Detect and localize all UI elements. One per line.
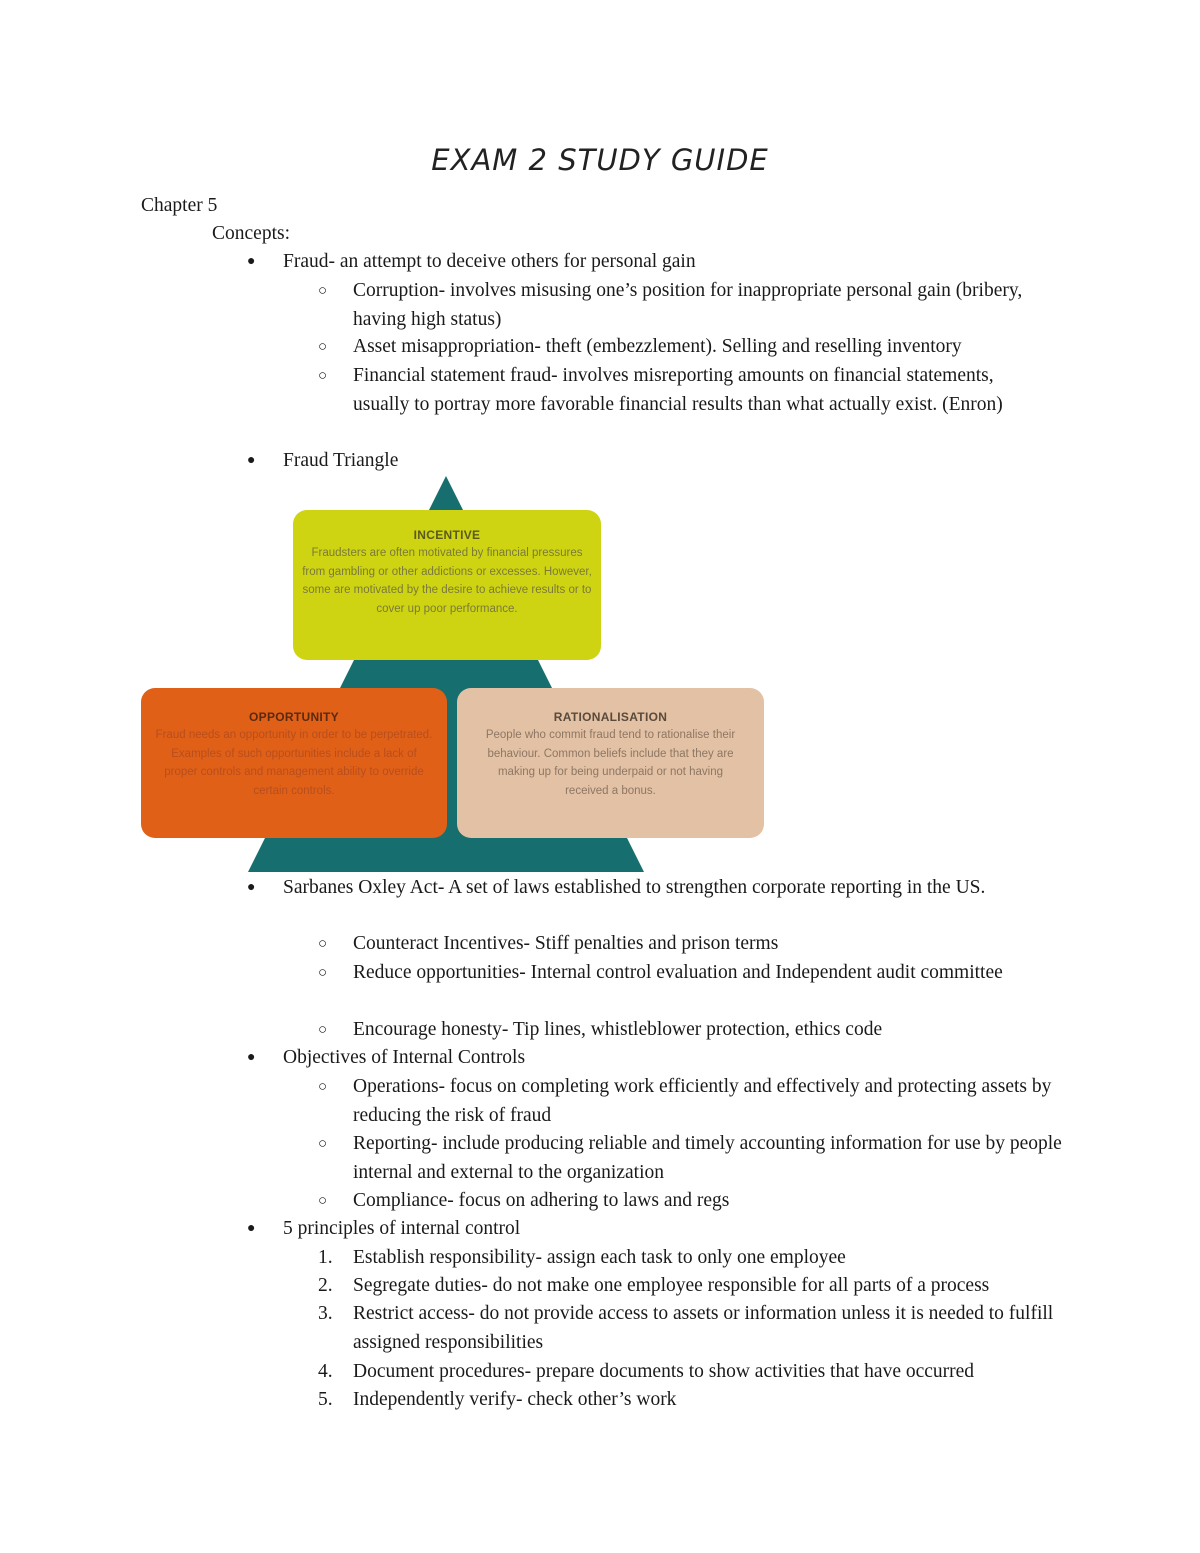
sub-bullet-icon: ○: [318, 283, 328, 299]
principle-item: Establish responsibility- assign each task to only one employee: [353, 1247, 846, 1268]
list-item-fraud: Fraud- an attempt to deceive others for personal gain: [283, 251, 696, 272]
list-item-objectives: Objectives of Internal Controls: [283, 1047, 526, 1068]
rationalisation-heading: RATIONALISATION: [553, 710, 668, 724]
principle-item: Document procedures- prepare documents to show activities that have occurred: [353, 1361, 975, 1382]
sub-bullet-icon: ○: [318, 936, 328, 952]
sub-item-financial-statement-fraud: Financial statement fraud- involves misreporting amounts on financial statements, usually to portray more favorable financial results than what actually exist. (Enron): [353, 365, 1003, 415]
sub-item-compliance: Compliance- focus on adhering to laws and regs: [353, 1190, 730, 1211]
bullet-icon: ●: [247, 453, 256, 468]
bullet-icon: ●: [247, 880, 256, 895]
sub-bullet-icon: ○: [318, 1079, 328, 1095]
concepts-heading: Concepts:: [212, 223, 290, 244]
incentive-heading: INCENTIVE: [413, 528, 481, 542]
sub-bullet-icon: ○: [318, 1022, 328, 1038]
number-label: 5.: [318, 1389, 333, 1410]
chapter-heading: Chapter 5: [141, 195, 218, 216]
bullet-icon: ●: [247, 254, 256, 269]
incentive-box: [293, 510, 601, 660]
sub-bullet-icon: ○: [318, 368, 328, 384]
number-label: 4.: [318, 1361, 333, 1382]
number-label: 1.: [318, 1247, 333, 1268]
sub-item-asset-misappropriation: Asset misappropriation- theft (embezzlement). Selling and reselling inventory: [353, 336, 962, 357]
principle-item: Independently verify- check other’s work: [353, 1389, 677, 1410]
number-label: 2.: [318, 1275, 333, 1296]
opportunity-box: [141, 688, 447, 838]
bullet-icon: ●: [247, 1221, 256, 1236]
sub-bullet-icon: ○: [318, 965, 328, 981]
sub-bullet-icon: ○: [318, 1136, 328, 1152]
sub-bullet-icon: ○: [318, 339, 328, 355]
sub-bullet-icon: ○: [318, 1193, 328, 1209]
sub-item-corruption: Corruption- involves misusing one’s position for inappropriate personal gain (bribery, having high status): [353, 280, 1023, 330]
sub-item-reduce-opportunities: Reduce opportunities- Internal control evaluation and Independent audit committee: [353, 962, 1003, 983]
list-item-principles: 5 principles of internal control: [283, 1218, 521, 1239]
opportunity-heading: OPPORTUNITY: [249, 710, 339, 724]
sub-item-counteract-incentives: Counteract Incentives- Stiff penalties and prison terms: [353, 933, 779, 954]
incentive-text: Fraudsters are often motivated by financial pressures from gambling or other addictions or excesses. However, some are motivated by the desire to achieve results or to cover up poor performance.: [302, 547, 592, 615]
sub-item-operations: Operations- focus on completing work efficiently and effectively and protecting assets by reducing the risk of fraud: [353, 1076, 1052, 1126]
list-item-fraud-triangle: Fraud Triangle: [283, 450, 399, 471]
opportunity-text: Fraud needs an opportunity in order to be perpetrated. Examples of such opportunities include a lack of proper controls and management ability to override certain controls.: [155, 729, 433, 797]
sub-item-reporting: Reporting- include producing reliable and timely accounting information for use by people internal and external to the organization: [353, 1133, 1062, 1183]
fraud-triangle-figure: [141, 476, 764, 872]
rationalisation-text: People who commit fraud tend to rationalise their behaviour. Common beliefs include that they are making up for being underpaid or not having received a bonus.: [485, 729, 736, 797]
number-label: 3.: [318, 1303, 333, 1324]
principle-item: Restrict access- do not provide access to assets or information unless it is needed to fulfill assigned responsibilities: [353, 1303, 1054, 1353]
bullet-icon: ●: [247, 1050, 256, 1065]
rationalisation-box: [457, 688, 764, 838]
principle-item: Segregate duties- do not make one employee responsible for all parts of a process: [353, 1275, 990, 1296]
page-title: EXAM 2 STUDY GUIDE: [431, 143, 769, 177]
sub-item-encourage-honesty: Encourage honesty- Tip lines, whistleblower protection, ethics code: [353, 1019, 883, 1040]
list-item-sarbanes-oxley: Sarbanes Oxley Act- A set of laws established to strengthen corporate reporting in the US.: [283, 877, 986, 898]
